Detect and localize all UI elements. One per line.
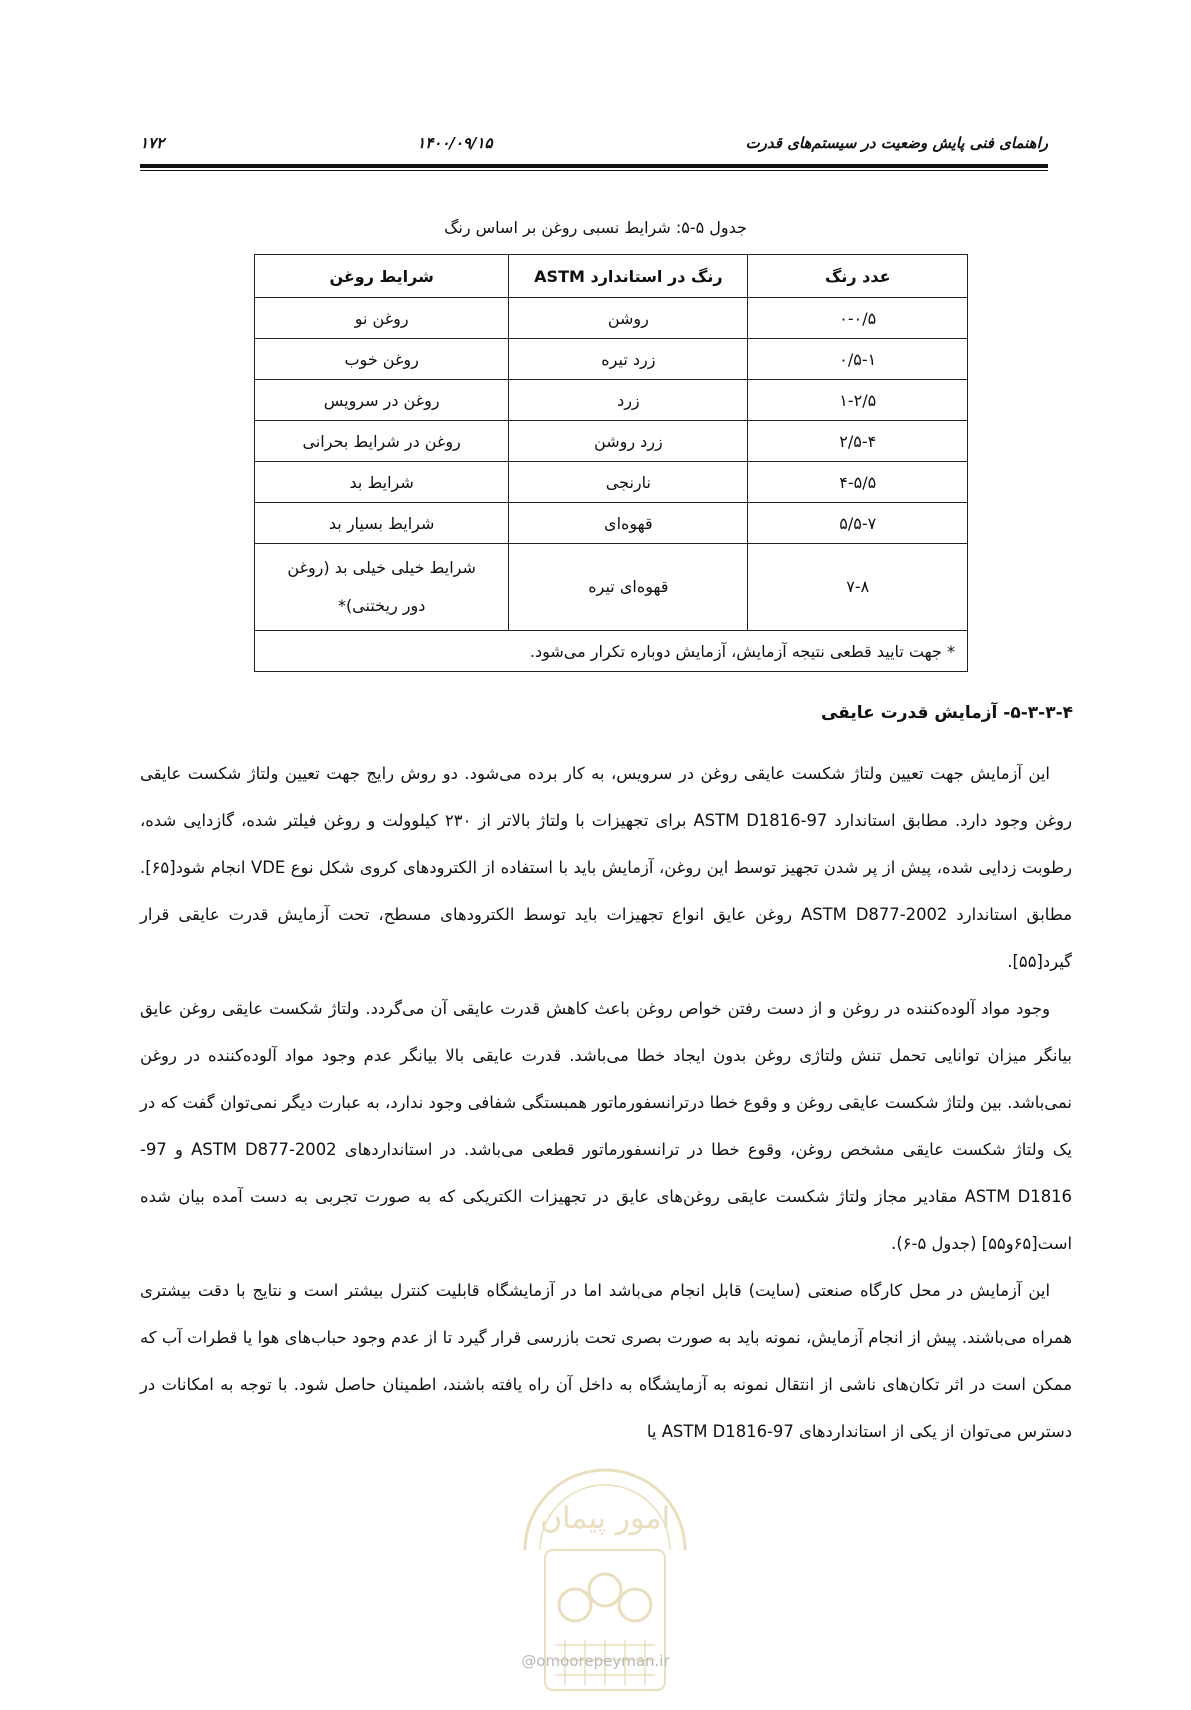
table-note-row — [255, 631, 968, 672]
cell-color: زرد روشن — [509, 421, 748, 462]
table-row — [255, 380, 968, 421]
cell-condition — [255, 544, 509, 631]
header-rule-thin — [140, 170, 1048, 171]
cell-number: ۷-۸ — [748, 544, 968, 631]
cell-number: ۰/۵-۱ — [748, 339, 968, 380]
cell-color: قهوه‌ای تیره — [509, 544, 748, 631]
paragraph: این آزمایش جهت تعیین ولتاژ شکست عایقی روغن در سرویس، به کار برده می‌شود. دو روش رایج جهت تعیین ولتاژ شکست عایقی روغن وجود دارد. مطابق استاندارد ASTM D1816-97 برای تجهیزات با ولتاژ بالاتر از ۲۳۰ کیلوولت و روغن فیلتر شده، گازدایی شده، رطوبت زدایی شده، پیش از پر شدن تجهیز توسط این روغن، آزمایش باید با استفاده از الکترودهای کروی شکل نوع VDE انجام شود[۶۵]. مطابق استاندارد ASTM D877-2002 روغن عایق انواع تجهیزات باید توسط الکترودهای مسطح، تحت آزمایش قدرت عایقی قرار گیرد[۵۵]. — [140, 764, 1073, 971]
watermark-site: @omoorepeyman.ir — [521, 1652, 670, 1670]
cell-condition: شرایط بد — [255, 462, 509, 503]
cell-color: قهوه‌ای — [509, 503, 748, 544]
cell-color: زرد — [509, 380, 748, 421]
paragraph: وجود مواد آلوده‌کننده در روغن و از دست رفتن خواص روغن باعث کاهش قدرت عایقی آن می‌گردد. ولتاژ شکست عایقی روغن عایق بیانگر میزان توانایی تحمل تنش ولتاژی روغن بدون ایجاد خطا می‌باشد. قدرت عایقی بالا بیانگر عدم وجود مواد آلوده‌کننده در روغن نمی‌باشد. بین ولتاژ شکست عایقی روغن و وقوع خطا درترانسفورماتور همبستگی شفافی وجود ندارد، به عبارت دیگر نمی‌توان گفت که در یک ولتاژ شکست عایقی مشخص روغن، وقوع خطا در ترانسفورماتور قطعی می‌باشد. در استانداردهای ASTM D877-2002 و 97- ASTM D1816 مقادیر مجاز ولتاژ شکست عایقی روغن‌های عایق در تجهیزات الکتریکی که به صورت تجربی به دست آمده بیان شده است[۶۵و۵۵] (جدول ۵-۶). — [140, 999, 1072, 1253]
cell-condition-line: شرایط خیلی خیلی بد (روغن — [287, 558, 476, 577]
header-title: راهنمای فنی پایش وضعیت در سیستم‌های قدرت — [745, 134, 1048, 152]
cell-number: ۱-۲/۵ — [748, 380, 968, 421]
header-oil-condition: شرایط روغن — [255, 255, 509, 298]
cell-number: ۲/۵-۴ — [748, 421, 968, 462]
cell-condition: روغن خوب — [255, 339, 509, 380]
header-astm-color: رنگ در استاندارد ASTM — [509, 255, 748, 298]
cell-condition: شرایط بسیار بد — [255, 503, 509, 544]
cell-number: ۰-۰/۵ — [748, 298, 968, 339]
cell-condition: روغن در سرویس — [255, 380, 509, 421]
cell-number: ۵/۵-۷ — [748, 503, 968, 544]
body-text — [140, 750, 1072, 1455]
table-row — [255, 421, 968, 462]
header-date: ۱۴۰۰/۰۹/۱۵ — [417, 134, 493, 152]
table-row — [255, 462, 968, 503]
cell-color: روشن — [509, 298, 748, 339]
table-note: * جهت تایید قطعی نتیجه آزمایش، آزمایش دوباره تکرار می‌شود. — [255, 631, 968, 672]
oil-color-table — [254, 254, 968, 672]
table-row — [255, 544, 968, 631]
cell-condition-line: دور ریختنی)* — [337, 596, 426, 615]
section-heading: ۵-۳-۳-۴- آزمایش قدرت عایقی — [820, 703, 1073, 723]
cell-number: ۴-۵/۵ — [748, 462, 968, 503]
paragraph: این آزمایش در محل کارگاه صنعتی (سایت) قابل انجام می‌باشد اما در آزمایشگاه قابلیت کنترل بیشتر است و نتایج با دقت بیشتری همراه می‌باشند. پیش از انجام آزمایش، نمونه باید به صورت بصری تحت بازرسی قرار گیرد تا از عدم وجود حباب‌های هوا یا قطرات آب که ممکن است در اثر تکان‌های ناشی از انتقال نمونه به آزمایشگاه به داخل آن راه یافته باشند، اطمینان حاصل شود. با توجه به امکانات در دسترس می‌توان از یکی از استانداردهای ASTM D1816-97 یا — [140, 1281, 1072, 1441]
cell-condition: روغن نو — [255, 298, 509, 339]
cell-condition: روغن در شرایط بحرانی — [255, 421, 509, 462]
table-header-row — [255, 255, 968, 298]
header-color-number: عدد رنگ — [748, 255, 968, 298]
page-header — [140, 130, 1048, 156]
header-rule-thick — [140, 164, 1048, 168]
cell-color: زرد تیره — [509, 339, 748, 380]
table-caption: جدول ۵-۵: شرایط نسبی روغن بر اساس رنگ — [444, 218, 747, 237]
watermark-logo-text: امور پیمان — [540, 1501, 670, 1536]
cell-color: نارنجی — [509, 462, 748, 503]
table-row — [255, 298, 968, 339]
page-number: ۱۷۲ — [140, 134, 165, 152]
table-row — [255, 339, 968, 380]
table-row — [255, 503, 968, 544]
